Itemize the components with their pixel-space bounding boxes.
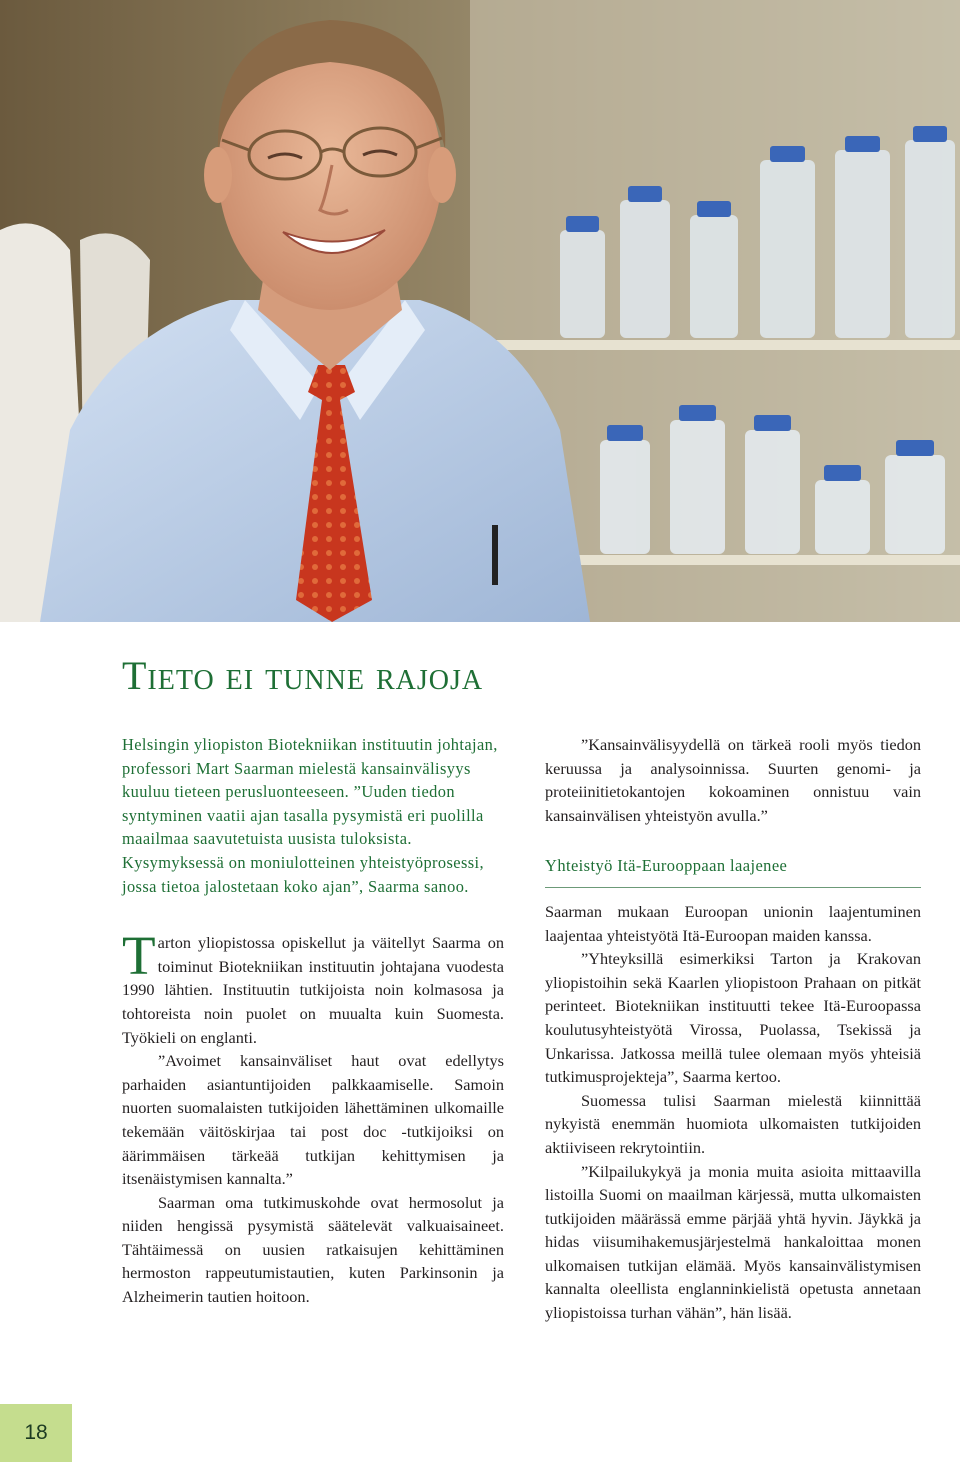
body-paragraph-3: Saarman oma tutkimuskohde ovat hermosolut ja niiden hengissä pysymistä säätelevät valkuaisaineet. Tähtäimessä on uusien ratkaisujen kehittäminen hermoston rappeutumistautien, kuten Parkinsonin ja Alzheimerin tautien hoitoon. bbox=[122, 1192, 504, 1307]
right-paragraph-4: ”Kilpailukykyä ja monia muita asioita mittaavilla listoilla Suomi on maailman kärjessä, mutta ulkomaisten tutkijoiden määrässä emme pärjää yhtä hyvin. Jäykkä ja hidas viisumihakemusjärjestelmä hankaloittaa monen ulkomaisen tutkijan elämää. Myös kansainvälistymisen kannalta oleellista englanninkielistä opetusta annetaan yliopistoissa turhan vähän”, hän lisää. bbox=[545, 1161, 921, 1323]
subheading: Yhteistyö Itä-Eurooppaan laajenee bbox=[545, 854, 921, 888]
page-number: 18 bbox=[24, 1421, 48, 1444]
body-paragraph-1 bbox=[122, 925, 504, 1049]
body-paragraph-2: ”Avoimet kansainväliset haut ovat edellytys parhaiden asiantuntijoiden palkkaamiselle. Samoin nuorten suomalaisten tutkijoiden lähettäminen ulkomaille tekemään väitöskirjaa tai post doc -tutkijoiksi on äärimmäisen tärkeää tutkijan kehittymisen ja itsenäistymisen kannalta.” bbox=[122, 1051, 504, 1189]
portrait-photo bbox=[0, 0, 960, 622]
page-number-tab bbox=[0, 1404, 72, 1462]
right-paragraph-1: Saarman mukaan Euroopan unionin laajentuminen laajentaa yhteistyötä Itä-Euroopan maiden kanssa. bbox=[545, 901, 921, 945]
left-column bbox=[122, 733, 504, 1309]
lead-paragraph: Helsingin yliopiston Biotekniikan instituutin johtajan, professori Mart Saarman mielestä kansainvälisyys kuuluu tieteen perusluonteeseen. ”Uuden tiedon syntyminen vaatii ajan tasalla pysymistä eri puolilla maailmaa saavutetuista uusista tuloksista. Kysymyksessä on moniulotteinen yhteistyöprosessi, jossa tietoa jalostetaan koko ajan”, Saarma sanoo. bbox=[122, 735, 498, 896]
drop-cap: T bbox=[122, 925, 156, 987]
right-paragraph-3: Suomessa tulisi Saarman mielestä kiinnittää nykyistä enemmän huomiota ulkomaisten tutkijoiden aktiiviseen rekrytointiin. bbox=[545, 1090, 921, 1157]
body-paragraph-1-text: arton yliopistossa opiskellut ja väitellyt Saarma on toiminut Biotekniikan instituutin johtajana vuodesta 1990 lähtien. Instituutin tutkijoista noin kolmasosa ja tohtoreista noin puolet on muualta kuin Suomesta. Työkieli on englanti. bbox=[122, 933, 504, 1047]
right-paragraph-2: ”Yhteyksillä esimerkiksi Tarton ja Krakovan yliopistoihin sekä Kaarlen yliopistoon Prahaan on pitkät perinteet. Biotekniikan instituutti tekee Itä-Euroopassa koulutusyhteistyötä Virossa, Puolassa, Tsekissä ja Unkarissa. Jatkossa meillä tulee olemaan myös yhteisiä tutkimusprojekteja”, Saarma kertoo. bbox=[545, 949, 921, 1087]
right-column bbox=[545, 733, 921, 1325]
right-intro-paragraph: ”Kansainvälisyydellä on tärkeä rooli myös tiedon keruussa ja analysoinnissa. Suurten genomi- ja proteiinitietokantojen kokoaminen onnistuu vain kansainvälisen yhteistyön avulla.” bbox=[545, 735, 921, 825]
article-title: Tieto ei tunne rajoja bbox=[122, 653, 484, 698]
